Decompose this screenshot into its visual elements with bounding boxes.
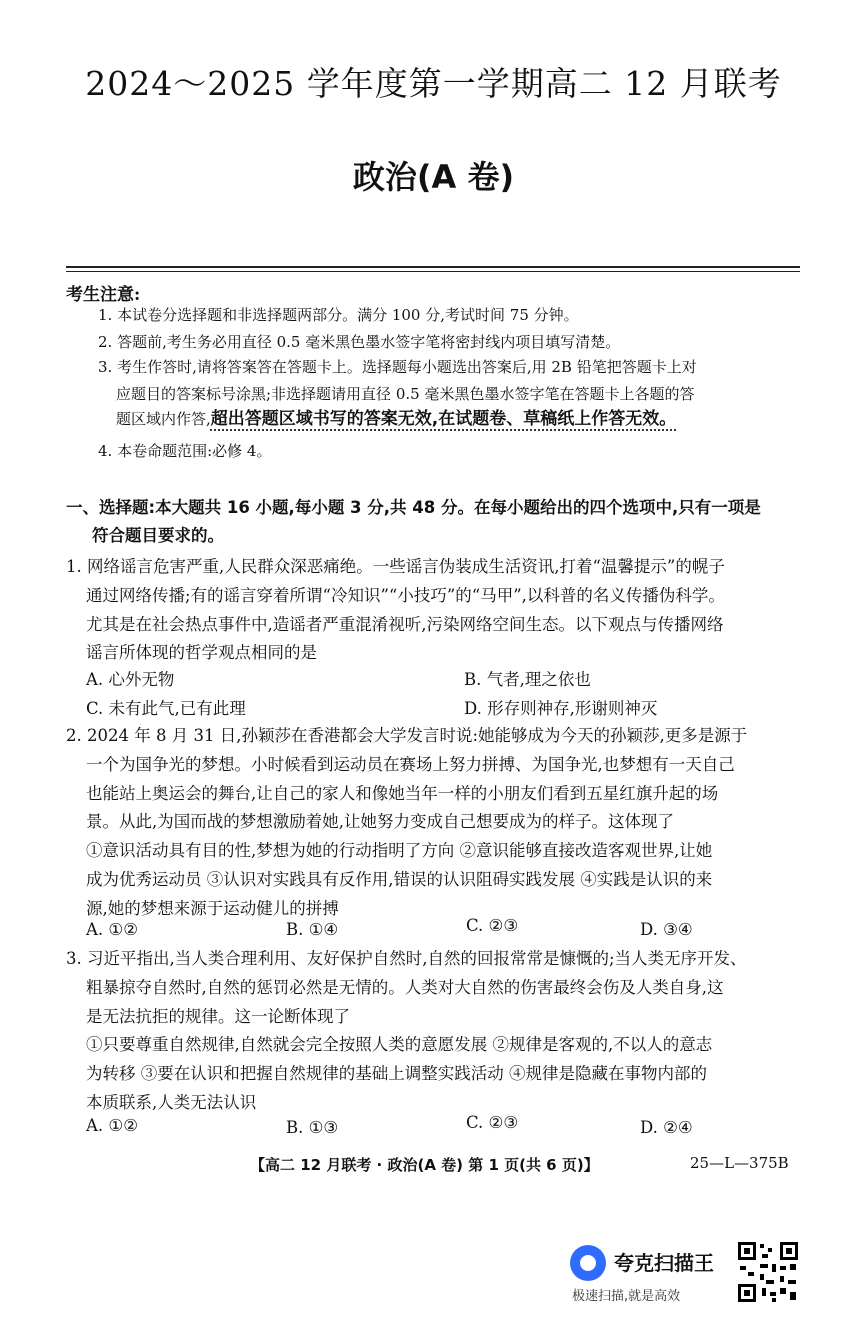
question-line: 为转移 ③要在认识和把握自然规律的基础上调整实践活动 ④规律是隐藏在事物内部的 <box>86 1064 707 1084</box>
exam-subtitle: 政治(A 卷) <box>352 158 515 196</box>
question-line: 1. 网络谣言危害严重,人民群众深恶痛绝。一些谣言伪装成生活资讯,打着“温馨提示”的幌子 <box>66 557 725 576</box>
option-b: B. 气者,理之依也 <box>464 670 591 689</box>
question-line: ①意识活动具有目的性,梦想为她的行动指明了方向 ②意识能够直接改造客观世界,让她 <box>86 841 713 861</box>
option-a: A. 心外无物 <box>86 670 175 689</box>
option-c: C. ②③ <box>466 916 519 935</box>
option-b: B. ①④ <box>286 920 339 939</box>
option-b: B. ①③ <box>286 1118 339 1137</box>
notice-text: 题区域内作答, <box>116 410 211 428</box>
question-line: 一个为国争光的梦想。小时候看到运动员在赛场上努力拼搏、为国争光,也梦想有一天自己 <box>86 754 735 774</box>
option-a: A. ①② <box>86 1116 138 1135</box>
question-line: 通过网络传播;有的谣言穿着所谓“冷知识”“小技巧”的“马甲”,以科普的名义传播伪科学。 <box>86 585 725 605</box>
notice-item: 2. 答题前,考生务必用直径 0.5 毫米黑色墨水签字笔将密封线内项目填写清楚。 <box>98 333 621 351</box>
question-line: 景。从此,为国而战的梦想激励着她,让她努力变成自己想要成为的样子。这体现了 <box>86 812 674 832</box>
notice-emphasis: 超出答题区域书写的答案无效,在试题卷、草稿纸上作答无效。 <box>210 409 677 429</box>
option-d: D. ③④ <box>640 920 693 939</box>
scanner-app-name: 夸克扫描王 <box>614 1251 714 1275</box>
option-d: D. 形存则神存,形谢则神灭 <box>464 699 658 718</box>
question-line: 源,她的梦想来源于运动健儿的拼搏 <box>86 898 339 918</box>
question-line: 成为优秀运动员 ③认识对实践具有反作用,错误的认识阻碍实践发展 ④实践是认识的来 <box>86 869 713 889</box>
notice-item: 4. 本卷命题范围:必修 4。 <box>98 442 272 460</box>
divider-thick <box>66 266 800 268</box>
section-line: 一、选择题:本大题共 16 小题,每小题 3 分,共 48 分。在每小题给出的四个选项中,只有一项是 <box>66 498 761 517</box>
question-line: 也能站上奥运会的舞台,让自己的家人和像她当年一样的小朋友们看到五星红旗升起的场 <box>86 783 719 803</box>
page-footer: 【高二 12 月联考 · 政治(A 卷) 第 1 页(共 6 页)】 <box>250 1156 599 1174</box>
divider-thin <box>66 271 800 272</box>
notice-heading: 考生注意: <box>66 285 141 305</box>
question-line: 尤其是在社会热点事件中,造谣者严重混淆视听,污染网络空间生态。以下观点与传播网络 <box>86 614 724 634</box>
paper-code: 25—L—375B <box>690 1154 789 1172</box>
question-2 <box>66 722 806 924</box>
scanner-logo-icon <box>570 1245 606 1281</box>
question-1 <box>66 553 806 668</box>
question-3 <box>66 945 806 1118</box>
question-line: 是无法抗拒的规律。这一论断体现了 <box>86 1006 350 1026</box>
exam-title: 2024～2025 学年度第一学期高二 12 月联考 <box>85 64 782 103</box>
option-d: D. ②④ <box>640 1118 693 1137</box>
question-line: 粗暴掠夺自然时,自然的惩罚必然是无情的。人类对大自然的伤害最终会伤及人类自身,这 <box>86 977 724 997</box>
qr-code-icon <box>736 1240 800 1304</box>
option-c: C. ②③ <box>466 1113 519 1132</box>
notice-item-cont <box>116 408 816 430</box>
question-line: 3. 习近平指出,当人类合理利用、友好保护自然时,自然的回报常常是慷慨的;当人类无序开发、 <box>66 949 747 968</box>
question-line: ①只要尊重自然规律,自然就会完全按照人类的意愿发展 ②规律是客观的,不以人的意志 <box>86 1035 713 1055</box>
notice-item: 1. 本试卷分选择题和非选择题两部分。满分 100 分,考试时间 75 分钟。 <box>98 306 579 324</box>
notice-item-cont: 应题目的答案标号涂黑;非选择题请用直径 0.5 毫米黑色墨水签字笔在答题卡上各题的答 <box>116 385 695 403</box>
question-line: 2. 2024 年 8 月 31 日,孙颖莎在香港都会大学发言时说:她能够成为今天的孙颖莎,更多是源于 <box>66 726 748 745</box>
section-line: 符合题目要求的。 <box>92 526 224 545</box>
scanner-slogan: 极速扫描,就是高效 <box>572 1289 681 1304</box>
question-line: 本质联系,人类无法认识 <box>86 1092 257 1112</box>
section-heading <box>66 494 806 550</box>
option-c: C. 未有此气,已有此理 <box>86 699 246 718</box>
option-a: A. ①② <box>86 920 138 939</box>
notice-item: 3. 考生作答时,请将答案答在答题卡上。选择题每小题选出答案后,用 2B 铅笔把答题卡上对 <box>98 358 697 376</box>
question-line: 谣言所体现的哲学观点相同的是 <box>86 643 317 663</box>
